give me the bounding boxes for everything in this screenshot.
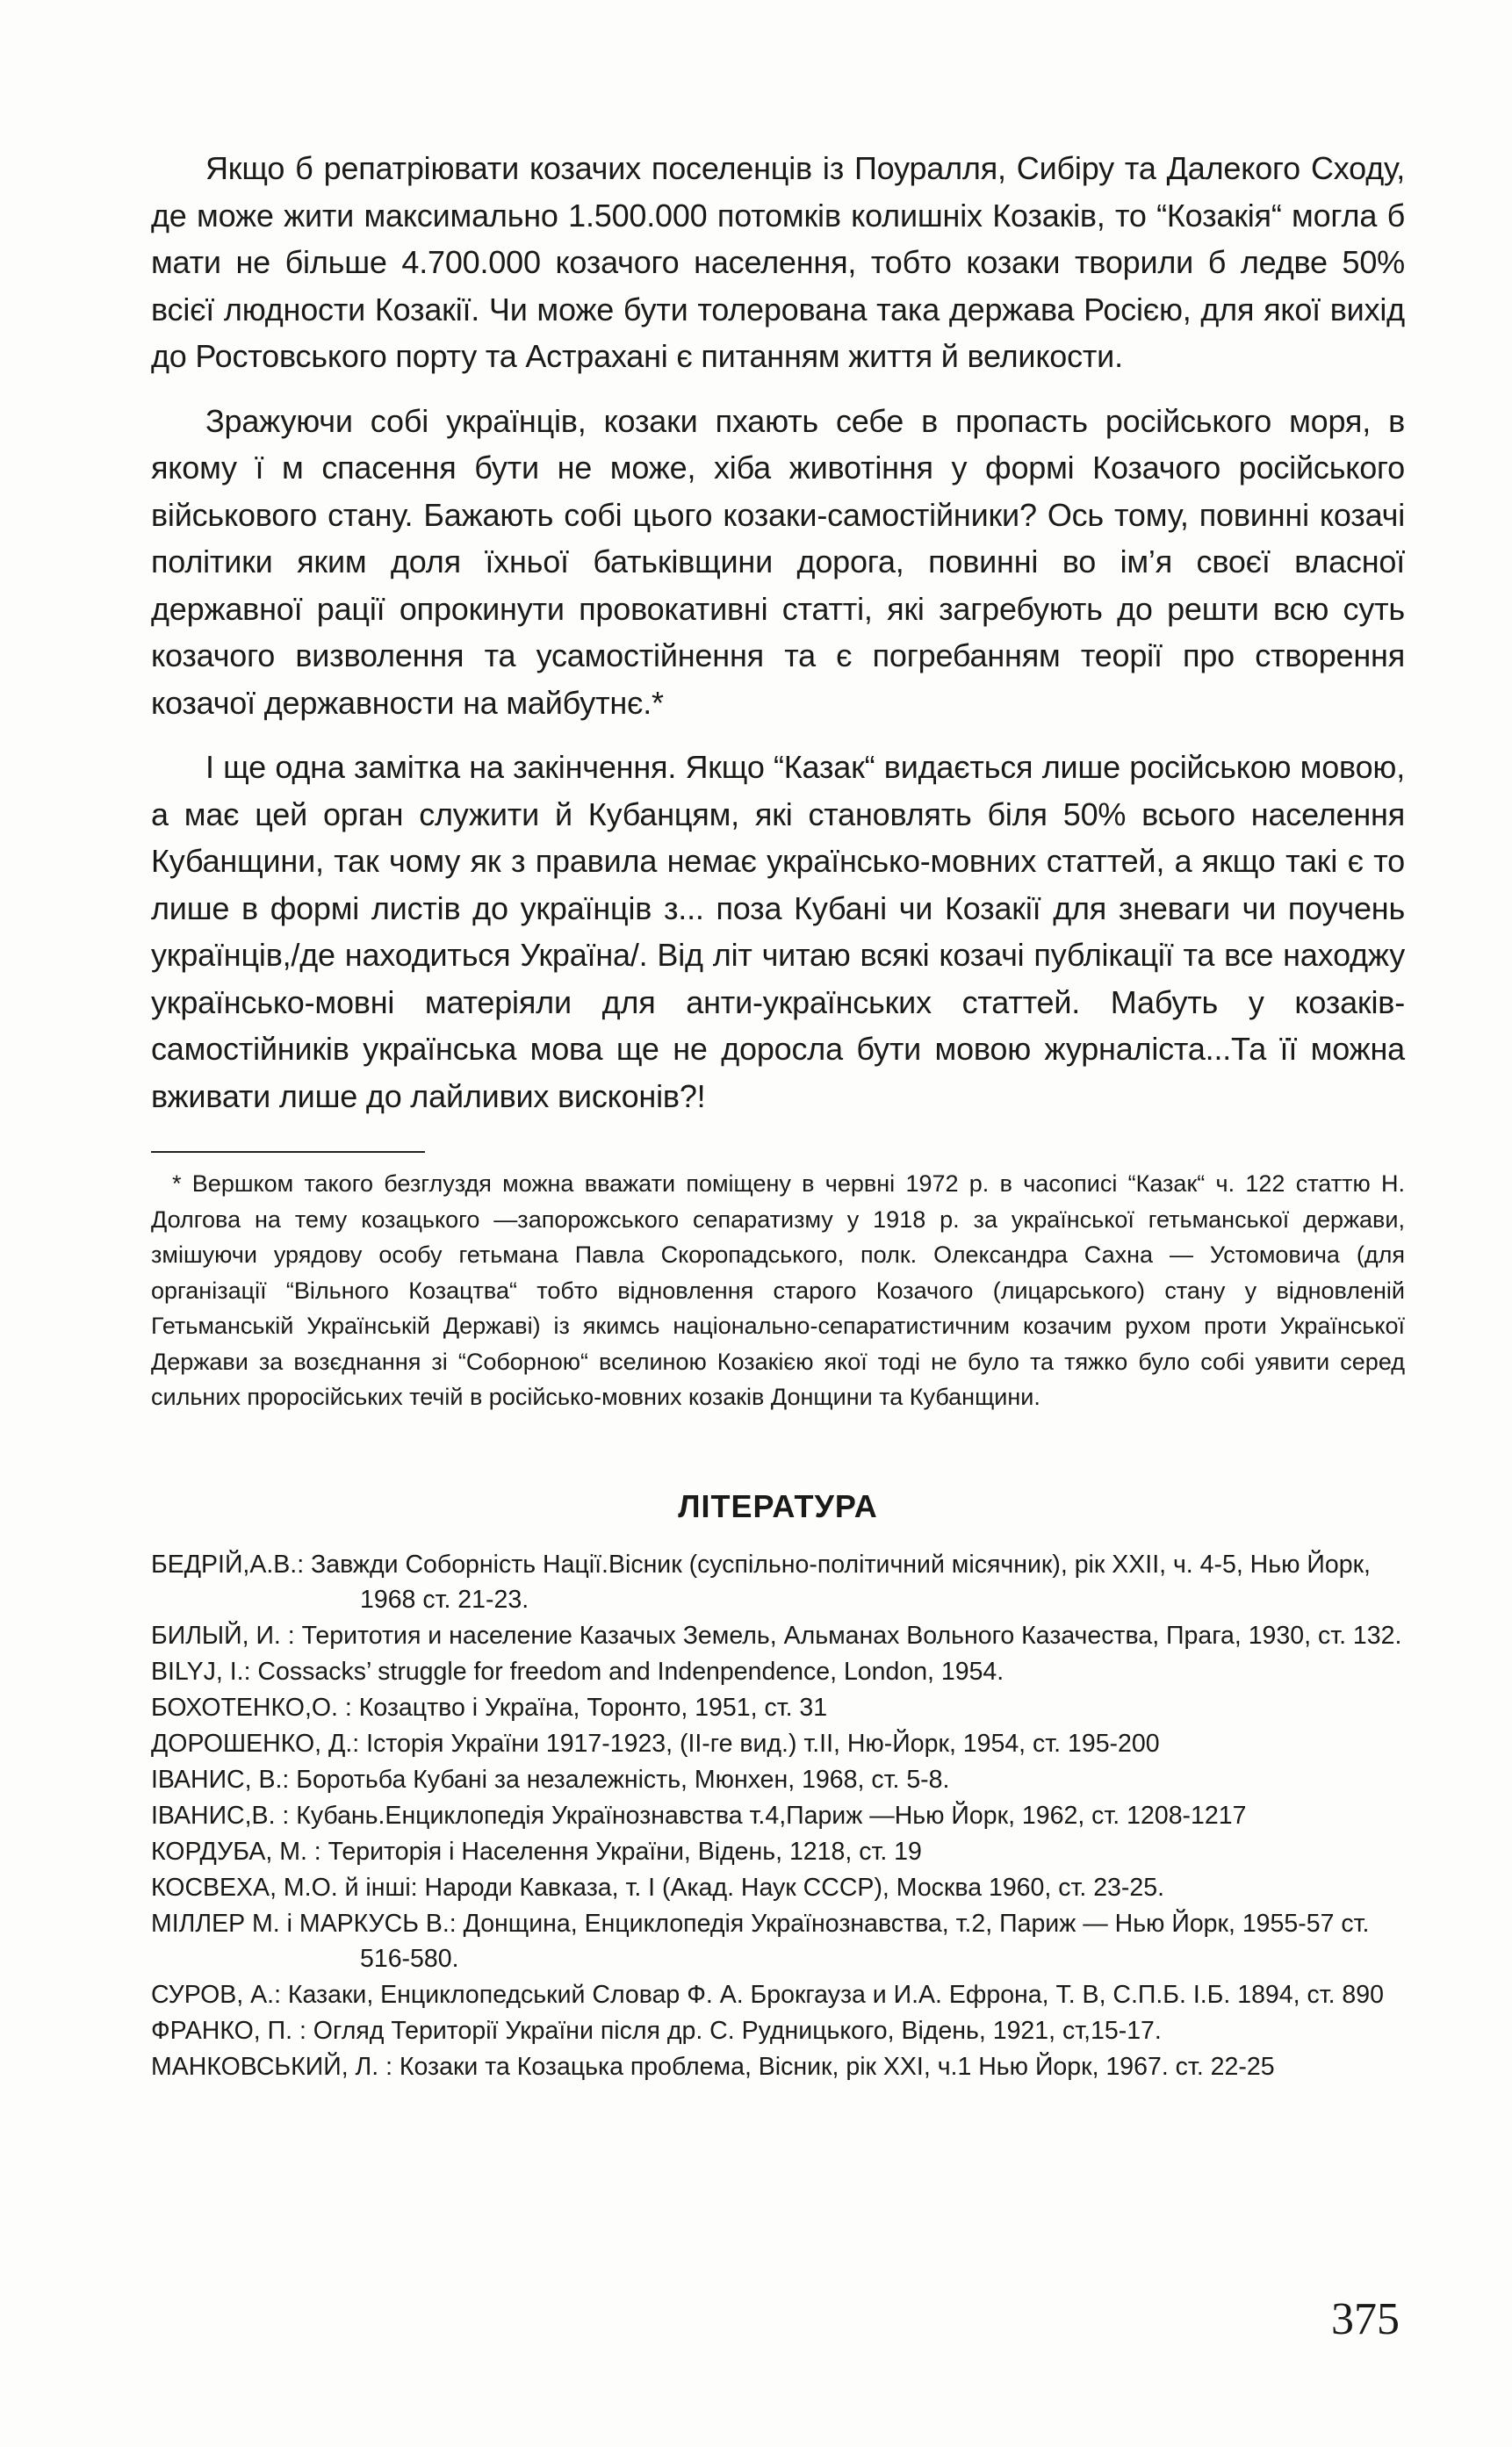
reference-item: КОСВЕХА, М.О. й інші: Народи Кавказа, т. І (Акад. Наук СССР), Москва 1960, ст. 23-25. xyxy=(151,1874,1165,1902)
footnote-rule xyxy=(151,1151,425,1153)
paragraph: Зражуючи собі українців, козаки пхають себе в пропасть російського моря, в якому ї м спасення бути не може, хіба животіння у формі Козачого російського військового стану. Бажають собі цього козаки-самостійники? Ось тому, повинні козачі політики яким доля їхньої батьківщини дорога, повинні во ім’я своєї власної державної рації опрокинути провокативні статті, які загребують до решти всю суть козачого визволення та усамостійнення та є погребанням теорії про створення козачої державности на майбутнє.* xyxy=(151,402,1405,721)
reference-item: КОРДУБА, М. : Територія і Населення України, Відень, 1218, ст. 19 xyxy=(151,1838,922,1866)
reference-item: ДОРОШЕНКО, Д.: Історія України 1917-1923, (ІІ-ге вид.) т.ІІ, Ню-Йорк, 1954, ст. 195-200 xyxy=(151,1730,1160,1758)
paragraph: І ще одна замітка на закінчення. Якщо “Казак“ видається лише російською мовою, а має цей орган служити й Кубанцям, які становлять біля 50% всього населення Кубанщини, так чому як з правила немає українсько-мовних статтей, а якщо такі є то лише в формі листів до українців з... поза Кубані чи Козакії для зневаги чи поучень українців,/де находиться Україна/. Від літ читаю всякі козачі публікації та все находжу українсько-мовні матеріяли для анти-українських статтей. Мабуть у козаків-самостійників українська мова ще не доросла бути мовою журналіста...Та її можна вживати лише до лайливих висконів?! xyxy=(151,749,1405,1114)
reference-item: БИЛЫЙ, И. : Теритотия и население Казачых Земель, Альманах Вольного Казачества, Прага, 1930, ст. 132. xyxy=(151,1622,1402,1650)
reference-item: БЕДРІЙ,А.В.: Завжди Соборність Нації.Вісник (суспільно-політичний місячник), рік XXII, ч. 4-5, Нью Йорк, 1968 ст. 21-23. xyxy=(151,1551,1371,1614)
reference-list xyxy=(151,1547,1405,2085)
reference-item: МІЛЛЕР М. і МАРКУСЬ В.: Донщина, Енциклопедія Українознавства, т.2, Париж — Нью Йорк, 1955-57 ст. 516-580. xyxy=(151,1910,1370,1973)
page-number: 375 xyxy=(1331,2294,1400,2344)
reference-item: BILYJ, I.: Cossacks’ struggle for freedom and Indenpendence, London, 1954. xyxy=(151,1658,1004,1686)
footnote: * Вершком такого безглуздя можна вважати поміщену в червні 1972 р. в часописі “Казак“ ч. 122 статтю Н. Долгова на тему козацького —запорожського сепаратизму у 1918 р. за української гетьманської держави, змішуючи урядову особу гетьмана Павла Скоропадського, полк. Олександра Сахна — Устомовича (для організації “Вільного Козацтва“ тобто відновлення старого Козачого (лицарського) стану у відновленій Гетьманській Українській Державі) із якимсь національно-сепаратистичним козачим рухом проти Української Держави за возєднання зі “Соборною“ вселиною Козакією якої тоді не було та тяжко було собі уявити серед сильних проросійських течій в російсько-мовних козаків Донщини та Кубанщини. xyxy=(151,1170,1405,1410)
reference-item: ІВАНИС,В. : Кубань.Енциклопедія Українознавства т.4,Париж —Нью Йорк, 1962, ст. 1208-1217 xyxy=(151,1802,1247,1830)
reference-item: МАНКОВСЬКИЙ, Л. : Козаки та Козацька проблема, Вісник, рік XXI, ч.1 Нью Йорк, 1967. ст. 22-25 xyxy=(151,2053,1275,2081)
reference-item: ФРАНКО, П. : Огляд Території України після др. С. Рудницького, Відень, 1921, ст,15-17. xyxy=(151,2017,1162,2045)
reference-item: БОХОТЕНКО,О. : Козацтво і Україна, Торонто, 1951, ст. 31 xyxy=(151,1694,828,1722)
reference-item: ІВАНИС, В.: Боротьба Кубані за незалежність, Мюнхен, 1968, ст. 5-8. xyxy=(151,1766,950,1794)
paragraph: Якщо б репатріювати козачих поселенців із Поуралля, Сибіру та Далекого Сходу, де може жити максимально 1.500.000 потомків колишніх Козаків, то “Козакія“ могла б мати не більше 4.700.000 козачого населення, тобто козаки творили б ледве 50% всієї людности Козакії. Чи може бути толерована така держава Росією, для якої вихід до Ростовського порту та Астрахані є питанням життя й великости. xyxy=(151,150,1405,374)
literature-heading: ЛІТЕРАТУРА xyxy=(678,1488,878,1524)
reference-item: СУРОВ, А.: Казаки, Енциклопедський Словар Ф. А. Брокгауза и И.А. Ефрона, Т. В, С.П.Б. І.Б. 1894, ст. 890 xyxy=(151,1981,1384,2009)
main-text xyxy=(151,145,1405,1137)
